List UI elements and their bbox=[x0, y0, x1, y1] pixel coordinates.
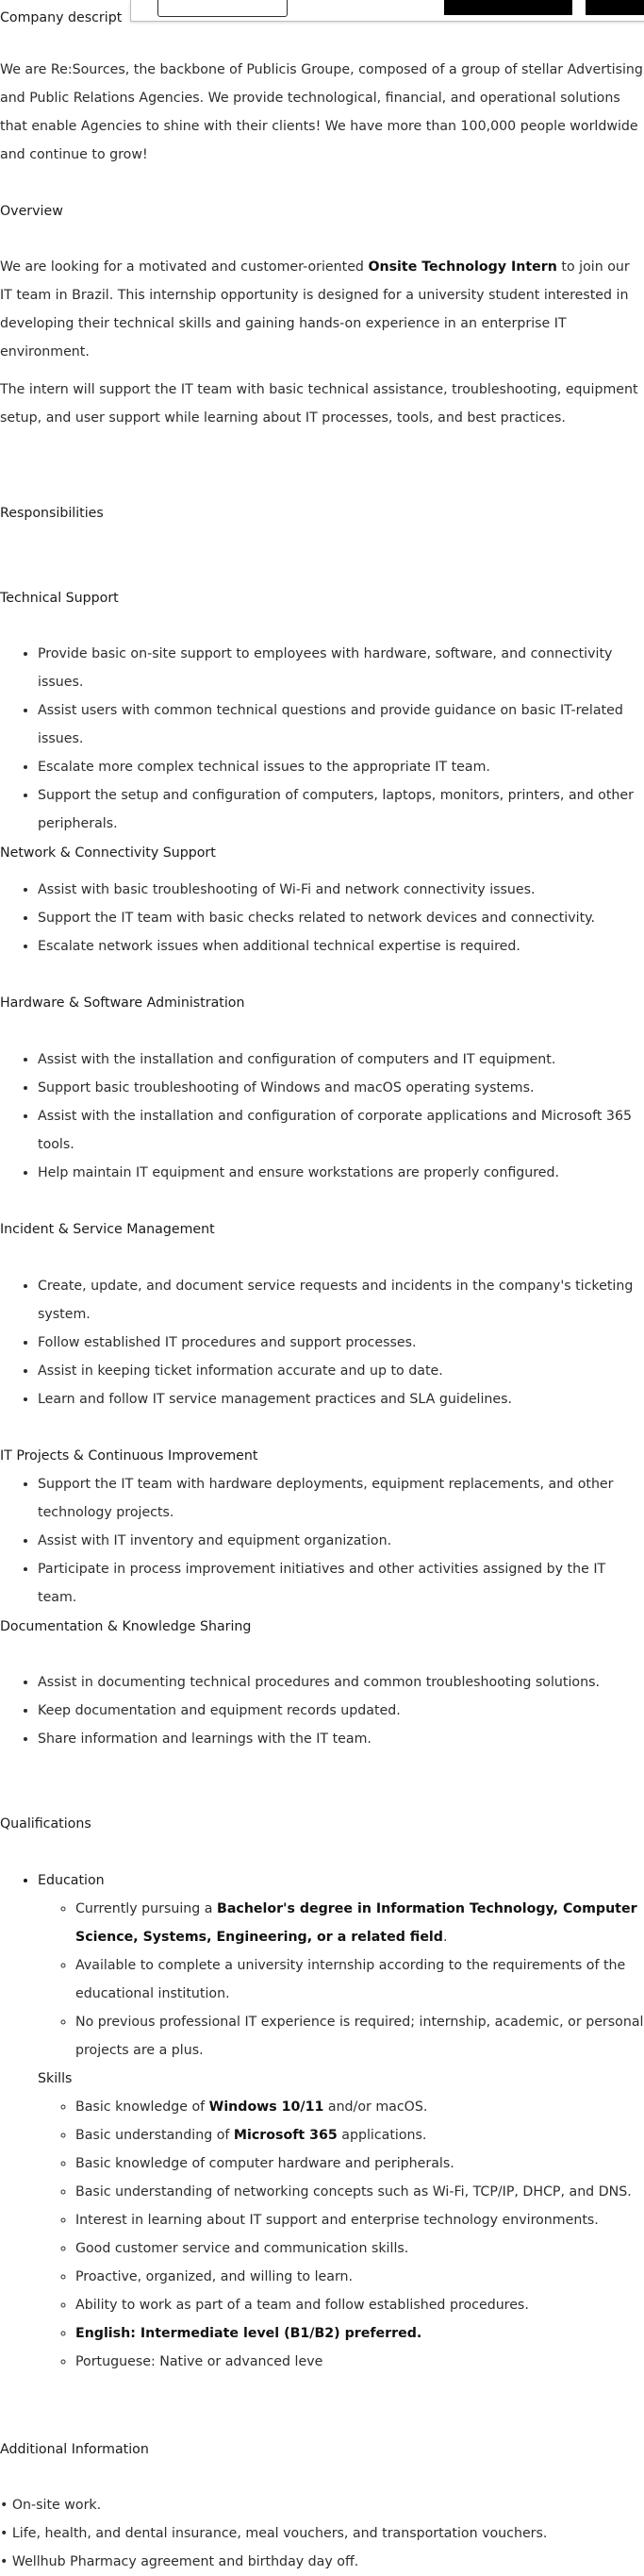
list-item: • Support the IT team with hardware deployments, equipment replacements, and other technology projects. bbox=[38, 1470, 644, 1527]
education-label: • Education ◦ Currently pursuing a Bachelor's degree in Information Technology, Computer Science, Systems, Engineering, or a related field. ◦ Available to complete a university internship according to the requirements of the educational institution. ◦ No previous professional IT experience is required; internship, academic, or personal projects are a plus. bbox=[38, 1866, 644, 2065]
list-item: • Assist in keeping ticket information accurate and up to date. bbox=[38, 1357, 644, 1385]
qualifications-list bbox=[0, 1866, 644, 2065]
incident-management-heading: Incident & Service Management bbox=[0, 1222, 215, 1237]
education-list bbox=[38, 1895, 644, 2065]
list-item: • Support basic troubleshooting of Windows and macOS operating systems. bbox=[38, 1074, 644, 1102]
list-item: • Participate in process improvement initiatives and other activities assigned by the IT team. bbox=[38, 1555, 644, 1612]
list-item: ◦ No previous professional IT experience is required; internship, academic, or personal projects are a plus. bbox=[75, 2008, 644, 2065]
overview-paragraph-2: The intern will support the IT team with basic technical assistance, troubleshooting, equipment setup, and user support while learning about IT processes, tools, and best practices. bbox=[0, 382, 638, 426]
cookie-reject-button[interactable] bbox=[444, 0, 572, 15]
list-item: • Escalate network issues when additional technical expertise is required. bbox=[38, 932, 644, 961]
list-item: • Share information and learnings with the IT team. bbox=[38, 1725, 644, 1753]
list-item: • Assist with basic troubleshooting of Wi-Fi and network connectivity issues. bbox=[38, 876, 644, 904]
list-item: • Assist with the installation and configuration of corporate applications and Microsoft 365 tools. bbox=[38, 1102, 644, 1159]
list-item: • Escalate more complex technical issues to the appropriate IT team. bbox=[38, 753, 644, 781]
network-support-heading: Network & Connectivity Support bbox=[0, 845, 216, 861]
cookie-consent-bar bbox=[130, 0, 644, 22]
hardware-software-heading: Hardware & Software Administration bbox=[0, 995, 245, 1011]
list-item: • Keep documentation and equipment records updated. bbox=[38, 1697, 644, 1725]
company-description-text: We are Re:Sources, the backbone of Publicis Groupe, composed of a group of stellar Advertising and Public Relations Agencies. We provide technological, financial, and operational solutions that enable Agencies to shine with their clients! We have more than 100,000 people worldwide and continue to grow! bbox=[0, 62, 643, 162]
list-item: ◦ Portuguese: Native or advanced leve bbox=[75, 2348, 644, 2376]
list-item: • Life, health, and dental insurance, meal vouchers, and transportation vouchers. bbox=[0, 2526, 548, 2541]
list-item: ◦ Available to complete a university internship according to the requirements of the educational institution. bbox=[75, 1951, 644, 2008]
qualifications-heading: Qualifications bbox=[0, 1816, 91, 1832]
list-item: ◦ Basic knowledge of computer hardware and peripherals. bbox=[75, 2149, 644, 2178]
list-item: • Help maintain IT equipment and ensure workstations are properly configured. bbox=[38, 1159, 644, 1187]
technical-support-list bbox=[0, 640, 644, 838]
responsibilities-heading: Responsibilities bbox=[0, 506, 104, 521]
list-item: • Support the setup and configuration of computers, laptops, monitors, printers, and other peripherals. bbox=[38, 781, 644, 838]
list-item: • Wellhub Pharmacy agreement and birthday day off. bbox=[0, 2554, 359, 2569]
list-item: ◦ Ability to work as part of a team and follow established procedures. bbox=[75, 2291, 644, 2319]
internship-title: Onsite Technology Intern bbox=[368, 259, 557, 275]
hardware-software-list bbox=[0, 1045, 644, 1187]
additional-information-heading: Additional Information bbox=[0, 2442, 149, 2457]
list-item: ◦ English: Intermediate level (B1/B2) preferred. bbox=[75, 2319, 644, 2348]
list-item: • Assist with the installation and configuration of computers and IT equipment. bbox=[38, 1045, 644, 1074]
list-item: ◦ Interest in learning about IT support and enterprise technology environments. bbox=[75, 2206, 644, 2234]
list-item: ◦ Good customer service and communication skills. bbox=[75, 2234, 644, 2263]
network-support-list bbox=[0, 876, 644, 961]
skills-list bbox=[38, 2093, 644, 2376]
list-item: • Learn and follow IT service management practices and SLA guidelines. bbox=[38, 1385, 644, 1413]
skills-label: Skills bbox=[38, 2071, 73, 2086]
documentation-heading: Documentation & Knowledge Sharing bbox=[0, 1619, 252, 1634]
documentation-list bbox=[0, 1668, 644, 1753]
list-item: ◦ Proactive, organized, and willing to learn. bbox=[75, 2263, 644, 2291]
list-item: ◦ Basic understanding of Microsoft 365 applications. bbox=[75, 2121, 644, 2149]
list-item: • Assist with IT inventory and equipment organization. bbox=[38, 1527, 644, 1555]
incident-management-list bbox=[0, 1272, 644, 1413]
list-item: • Follow established IT procedures and support processes. bbox=[38, 1329, 644, 1357]
list-item: ◦ Basic understanding of networking concepts such as Wi-Fi, TCP/IP, DHCP, and DNS. bbox=[75, 2178, 644, 2206]
it-projects-heading: IT Projects & Continuous Improvement bbox=[0, 1448, 258, 1464]
technical-support-heading: Technical Support bbox=[0, 591, 119, 606]
list-item: • Support the IT team with basic checks related to network devices and connectivity. bbox=[38, 904, 644, 932]
it-projects-list bbox=[0, 1470, 644, 1612]
company-description-heading: Company descript bbox=[0, 10, 123, 25]
overview-paragraph-1: We are looking for a motivated and customer-oriented Onsite Technology Intern to join our IT team in Brazil. This internship opportunity is designed for a university student interested in developing their technical skills and gaining hands-on experience in an enterprise IT environment. bbox=[0, 259, 630, 360]
list-item: ◦ Currently pursuing a Bachelor's degree in Information Technology, Computer Science, Systems, Engineering, or a related field. bbox=[75, 1895, 644, 1951]
cookie-accept-button[interactable] bbox=[586, 0, 644, 15]
cookie-settings-button[interactable] bbox=[157, 0, 288, 17]
list-item: • Provide basic on-site support to employees with hardware, software, and connectivity issues. bbox=[38, 640, 644, 696]
list-item: • On-site work. bbox=[0, 2498, 102, 2513]
list-item: • Create, update, and document service requests and incidents in the company's ticketing system. bbox=[38, 1272, 644, 1329]
overview-heading: Overview bbox=[0, 204, 63, 219]
list-item: • Assist users with common technical questions and provide guidance on basic IT-related issues. bbox=[38, 696, 644, 753]
list-item: • Assist in documenting technical procedures and common troubleshooting solutions. bbox=[38, 1668, 644, 1697]
list-item: ◦ Basic knowledge of Windows 10/11 and/or macOS. bbox=[75, 2093, 644, 2121]
